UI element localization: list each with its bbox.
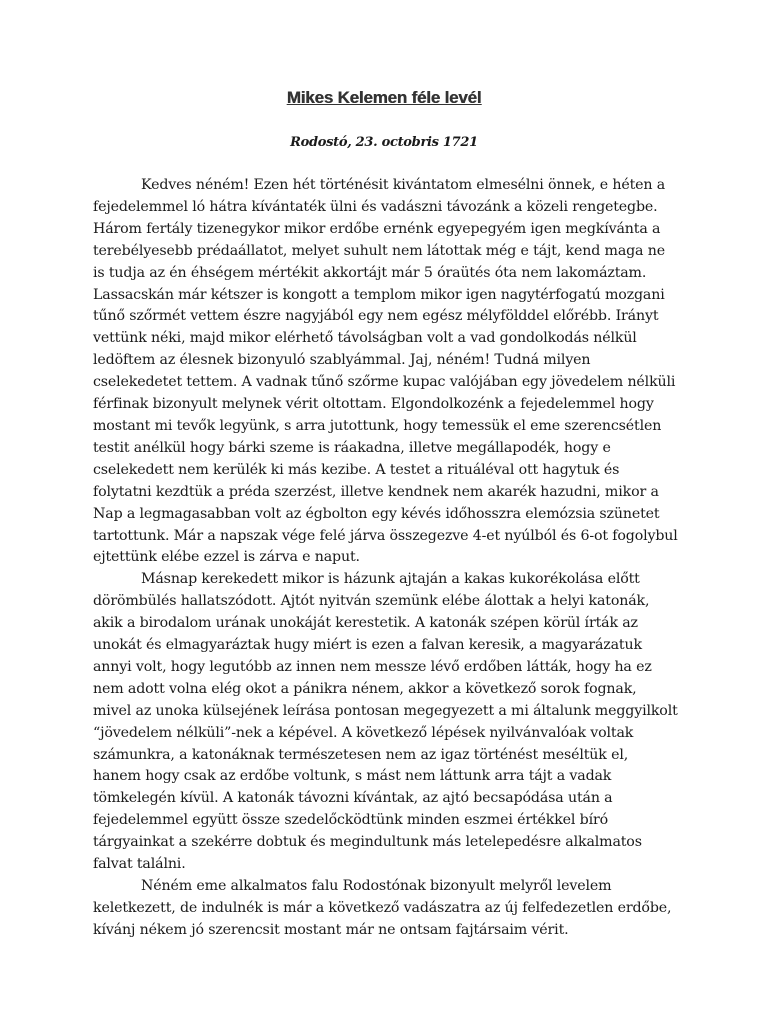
document-body <box>93 175 678 942</box>
document-title: Mikes Kelemen féle levél <box>286 88 482 107</box>
body-paragraph-1: Kedves néném! Ezen hét történésit kivántatom elmesélni önnek, e héten a fejedelemmel ló hátra kívántaték ülni és vadászni távozánk a közeli rengetegbe. Három fertály tizenegykor mikor erdőbe ernénk egyepegyém igen megkívánta a terebélyesebb prédaállatot, melyet suhult nem látottak még e tájt, kend maga ne is tudja az én éhségem mértékit akkortájt már 5 óraütés óta nem lakomáztam. Lassacskán már kétszer is kongott a templom mikor igen nagytérfogatú mozgani tűnő szőrmét vettem észre nagyjából egy nem egész mélyfölddel előrébb. Irányt vettünk néki, majd mikor elérhető távolságban volt a vad gondolkodás nélkül ledöftem az élesnek bizonyuló szablyámmal. Jaj, néném! Tudná milyen cselekedetet tettem. A vadnak tűnő szőrme kupac valójában egy jövedelem nélküli férfinak bizonyult melynek vérit oltottam. Elgondolkozénk a fejedelemmel hogy mostant mi tevők legyünk, s arra jutottunk, hogy temessük el eme szerencsétlen testit anélkül hogy bárki szeme is ráakadna, illetve megállapodék, hogy e cselekedett nem kerülék ki más kezibe. A testet a rituáléval ott hagytuk és folytatni kezdtük a préda szerzést, illetve kendnek nem akarék hazudni, mikor a Nap a legmagasabban volt az égbolton egy kévés időhosszra elemózsia szünetet tartottunk. Már a napszak vége felé járva összegezve 4-et nyúlból és 6-ot fogolybul ejtettünk elébe ezzel is zárva e naput. <box>93 177 678 566</box>
body-paragraph-2: Másnap kerekedett mikor is házunk ajtaján a kakas kukorékolása előtt dörömbülés hallatszódott. Ajtót nyitván szemünk elébe álottak a helyi katonák, akik a birodalom urának unokáját kerestetik. A katonák szépen körül írták az unokát és elmagyaráztak hugy miért is ezen a falvan keresik, a magyarázatuk annyi volt, hogy legutóbb az innen nem messze lévő erdőben látták, hogy ha ez nem adott volna elég okot a pánikra nénem, akkor a következő sorok fognak, mivel az unoka külsejének leírása pontosan megegyezett a mi általunk meggyilkolt “jövedelem nélküli”-nek a képével. A következő lépések nyilvánvalóak voltak számunkra, a katonáknak természetesen nem az igaz történést meséltük el, hanem hogy csak az erdőbe voltunk, s mást nem láttunk arra tájt a vadak tömkelegén kívül. A katonák távozni kívántak, az ajtó becsapódása után a fejedelemmel együtt össze szedelőcködtünk minden eszmei értékkel bíró tárgyainkat a szekérre dobtuk és megindultunk más letelepedésre alkalmatos falvat találni. <box>93 571 678 873</box>
document-dateline: Rodostó, 23. octobris 1721 <box>290 135 478 150</box>
body-paragraph-3: Néném eme alkalmatos falu Rodostónak bizonyult melyről levelem keletkezett, de indulnék is már a következő vadászatra az új felfedezetlen erdőbe, kívánj nékem jó szerencsit mostant már ne ontsam fajtársaim vérit. <box>93 878 672 938</box>
